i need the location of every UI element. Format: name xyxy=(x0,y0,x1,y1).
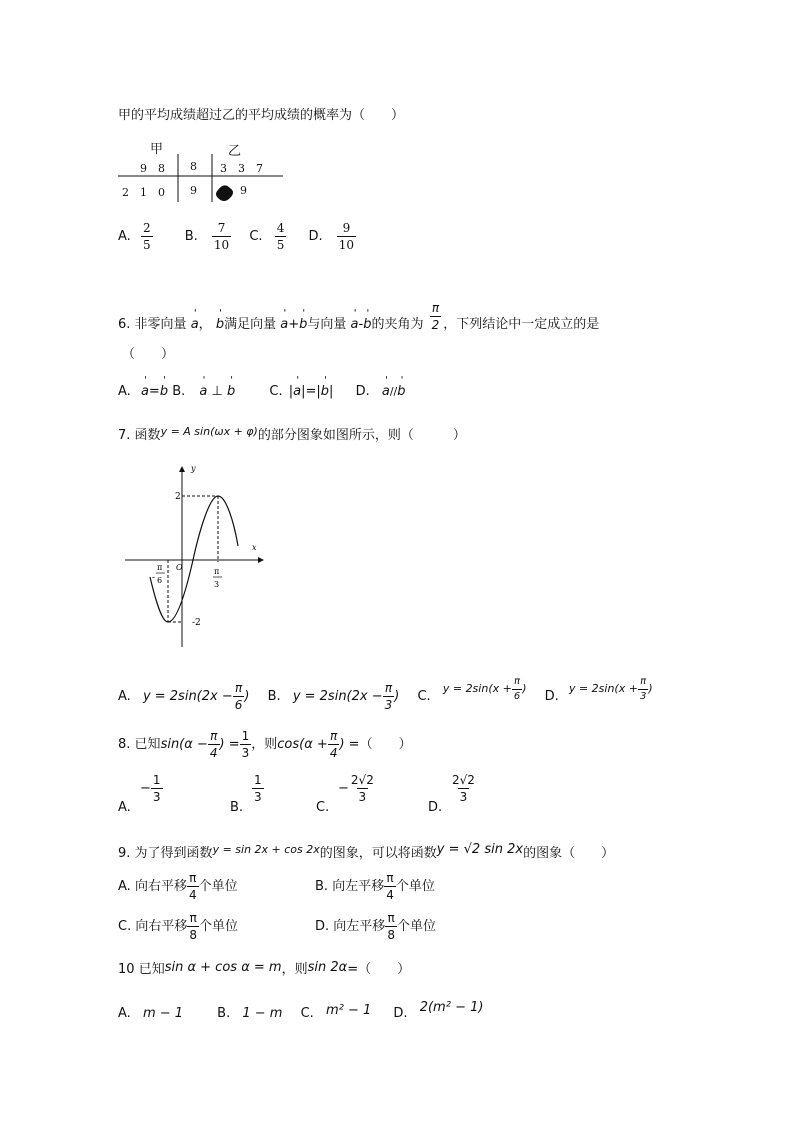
q7-opt-c-label: C. xyxy=(417,689,431,704)
y-min-label: -2 xyxy=(192,618,201,628)
q7-options xyxy=(118,675,653,712)
q8-opt-c-label: C. xyxy=(316,800,330,815)
q10-line xyxy=(118,958,410,977)
q5-opt-d-label: D. xyxy=(308,229,323,244)
q6-opt-c-label: C. xyxy=(269,384,283,399)
q10-opt-a-label: A. xyxy=(118,1006,131,1021)
q10-opt-c: m² − 1 xyxy=(325,1003,372,1018)
q7-line xyxy=(118,424,466,443)
origin-label: O xyxy=(176,563,183,572)
q5-opt-a-value: $\frac{2}{5}$ xyxy=(142,221,151,252)
tick-pi-3-num: π xyxy=(214,567,220,576)
q8-paren: （ ） xyxy=(359,737,412,752)
q6-opt-a-label: A. xyxy=(118,384,131,399)
q8-line: 8. 已知sin(α − $\frac{\pi}{4}$ ) = $\frac{1}{3}$ ，则cos(α + $\frac{\pi}{4}$ ) =（ ） xyxy=(118,729,412,760)
q10-ask: sin 2α xyxy=(307,960,348,975)
plot-row2-right: 9 xyxy=(240,184,247,197)
q9-line xyxy=(118,842,614,861)
q5-opt-a-label: A. xyxy=(118,229,131,244)
q7-formula: y = A sin(ωx + φ) xyxy=(160,425,258,438)
q10-condition: sin α + cos α = m xyxy=(164,960,282,975)
vector-b: ' b xyxy=(216,317,224,332)
vector-a: ' a xyxy=(191,317,199,332)
q8-text-1: 已知 xyxy=(134,737,161,752)
q6-opt-d-label: D. xyxy=(355,384,370,399)
q7-number: 7. xyxy=(118,428,131,443)
ink-blot xyxy=(216,185,233,201)
q6-line: 6. 非零向量 ' a， ' b满足向量 ' a+' b与向量 ' a-' b的夹角为 $\frac{\pi}{2}$ ，下列结论中一定成立的是 xyxy=(118,310,599,339)
q9-text-1: 为了得到函数 xyxy=(134,846,213,861)
y-label: y xyxy=(191,464,196,473)
y-max-label: 2 xyxy=(175,492,181,502)
q6-text-2: 满足向量 xyxy=(224,317,277,332)
q10-opt-b: 1 − m xyxy=(242,1006,283,1021)
q6-text-5: ，下列结论中一定成立的是 xyxy=(443,317,600,332)
q9-formula-2: y = √2 sin 2x xyxy=(436,842,524,857)
q10-options xyxy=(118,1000,484,1021)
q9-opt-b: B. 向左平移 $\frac{\pi}{4}$ 个单位 xyxy=(315,871,435,902)
q8-text-2: ，则 xyxy=(251,737,278,752)
q10-opt-c-label: C. xyxy=(300,1006,314,1021)
q6-opt-b: ' a ⊥ ' b xyxy=(199,384,235,399)
q6-angle: $\frac{\pi}{2}$ xyxy=(431,301,440,332)
plot-row2-stem: 9 xyxy=(190,184,197,197)
q8-opt-d: $\frac{2√2}{3}$ xyxy=(452,773,475,804)
plot-head-left: 甲 xyxy=(150,142,164,157)
q9-text-2: 的图象，可以将函数 xyxy=(319,846,437,861)
q10-opt-d-label: D. xyxy=(393,1006,408,1021)
q7-opt-a-label: A. xyxy=(118,689,131,704)
q5-stem: 甲的平均成绩超过乙的平均成绩的概率为（ ） xyxy=(118,108,405,123)
q9-formula-1: y = sin 2x + cos 2x xyxy=(212,843,320,856)
q9-opt-d: D. 向左平移 $\frac{\pi}{8}$ 个单位 xyxy=(315,911,436,942)
q8-lhs: sin(α − xyxy=(160,737,208,752)
q8-number: 8. xyxy=(118,737,131,752)
sine-curve xyxy=(150,496,238,622)
q5-opt-b-value: $\frac{7}{10}$ xyxy=(213,221,230,252)
q7-opt-d: y = 2sin(x + π 3 ) xyxy=(568,675,653,702)
q7-opt-b-label: B. xyxy=(267,689,281,704)
plot-lines xyxy=(118,136,288,206)
q8-opt-d-label: D. xyxy=(428,800,443,815)
tick-pi-6-num: π xyxy=(157,563,163,572)
q7-opt-a: y = 2sin(2x − $\frac{\pi}{6}$ ) xyxy=(142,681,250,712)
q6-text-1: 非零向量 xyxy=(134,317,187,332)
q10-text-2: ，则 xyxy=(281,962,308,977)
q8-opt-a-label: A. xyxy=(118,800,131,815)
q8-question: cos(α + xyxy=(277,737,328,752)
q10-opt-d: 2(m² − 1) xyxy=(419,1000,484,1015)
q7-opt-b: y = 2sin(2x − $\frac{\pi}{3}$ ) xyxy=(292,681,400,712)
q8-opt-b-label: B. xyxy=(230,800,244,815)
y-axis-arrow xyxy=(179,466,185,472)
q7-text-1: 函数 xyxy=(134,428,161,443)
x-label: x xyxy=(252,543,257,552)
q10-opt-b-label: B. xyxy=(217,1006,231,1021)
tick-pi-6-den: 6 xyxy=(157,576,163,585)
q6-options xyxy=(118,384,406,399)
q6-text-3: 与向量 xyxy=(307,317,347,332)
q5-opt-d-value: $\frac{9}{10}$ xyxy=(338,221,355,252)
plot-row2-left: 2 1 0 xyxy=(122,186,165,199)
q8-opt-a: − $\frac{1}{3}$ xyxy=(140,773,161,804)
q5-opt-c-label: C. xyxy=(249,229,263,244)
q5-opt-c-value: $\frac{4}{5}$ xyxy=(276,221,285,252)
plot-row1-left: 9 8 xyxy=(140,162,165,175)
q9-opt-c: C. 向右平移 $\frac{\pi}{8}$ 个单位 xyxy=(118,911,239,942)
q6-number: 6. xyxy=(118,317,131,332)
q6-opt-d: ' a//' b xyxy=(382,384,406,399)
plot-row1-right: 3 3 7 xyxy=(220,162,263,175)
q9-opt-a: A. 向右平移 $\frac{\pi}{4}$ 个单位 xyxy=(118,871,238,902)
q6-paren: （ ） xyxy=(122,347,175,362)
stem-leaf-plot xyxy=(118,136,288,206)
q10-opt-a: m − 1 xyxy=(142,1006,184,1021)
q6-opt-a: ' a=' b xyxy=(141,384,168,399)
q9-number: 9. xyxy=(118,846,131,861)
q10-number: 10 xyxy=(118,962,135,977)
q7-opt-c: y = 2sin(x + π 6 ) xyxy=(442,675,527,702)
q10-text-1: 已知 xyxy=(138,962,165,977)
q10-paren: =（ ） xyxy=(347,962,411,977)
q8-opt-c: − $\frac{2√2}{3}$ xyxy=(338,773,374,804)
x-axis-arrow xyxy=(258,557,264,563)
neg-sign: - xyxy=(152,573,156,583)
sine-graph xyxy=(120,462,270,652)
q8-opt-b: $\frac{1}{3}$ xyxy=(254,773,262,804)
q6-opt-c: |' a|=|' b| xyxy=(289,384,334,399)
q9-text-3: 的图象（ ） xyxy=(523,846,615,861)
plot-head-right: 乙 xyxy=(228,144,242,159)
q5-opt-b-label: B. xyxy=(184,229,198,244)
tick-pi-3-den: 3 xyxy=(214,580,220,589)
q7-opt-d-label: D. xyxy=(544,689,559,704)
plot-row1-stem: 8 xyxy=(190,160,197,173)
q6-text-4: 的夹角为 xyxy=(371,317,424,332)
q6-opt-b-label: B. xyxy=(172,384,186,399)
q7-text-2: 的部分图象如图所示，则（ ） xyxy=(257,428,466,443)
q5-options xyxy=(118,222,356,251)
